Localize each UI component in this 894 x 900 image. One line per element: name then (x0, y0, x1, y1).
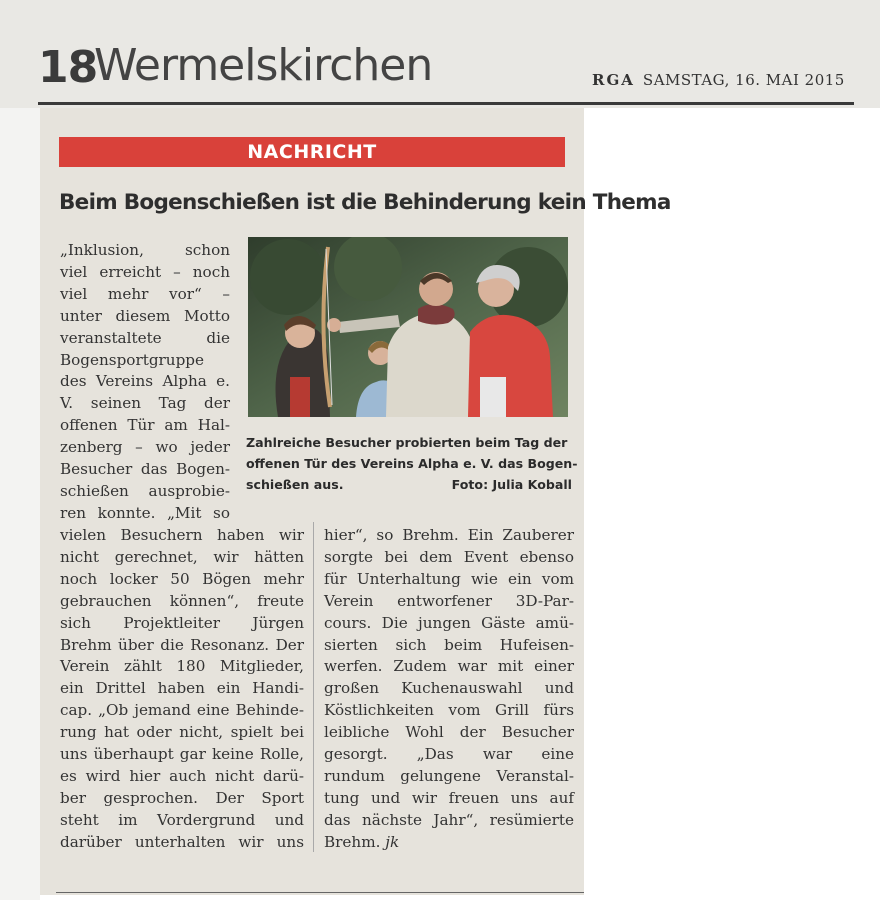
text-line: cours. Die jungen Gäste amü- (324, 613, 574, 632)
text-line: rung hat oder nicht, spielt bei (60, 723, 304, 742)
text-line: Verein entworfener 3D-Par- (324, 591, 574, 610)
text-line: sorgte bei dem Event ebenso (324, 547, 574, 566)
article-column-1-bottom (60, 525, 304, 854)
text-line: für Unterhaltung wie ein vom (324, 569, 574, 588)
text-line: gebrauchen können“, freute (60, 591, 304, 610)
article-headline: Beim Bogenschießen ist die Behinderung kein Thema (59, 190, 671, 215)
text-line: großen Kuchenauswahl und (324, 679, 574, 698)
text-line: vielen Besuchern haben wir (60, 526, 304, 544)
text-line: V. seinen Tag der (60, 394, 230, 413)
text-line: zenberg – wo jeder (60, 438, 230, 457)
text-line: noch locker 50 Bögen mehr (60, 569, 304, 588)
header-rule (38, 102, 854, 105)
kicker-bar (59, 137, 565, 167)
column-divider (313, 522, 314, 852)
kicker-label: NACHRICHT (247, 141, 377, 163)
article-column-1-top (60, 240, 230, 525)
article-bottom-rule (56, 892, 584, 893)
photo-caption (246, 432, 578, 495)
text-line (324, 832, 574, 854)
text-line: hier“, so Brehm. Ein Zauberer (324, 526, 574, 544)
text-line: Brehm über die Resonanz. Der (60, 635, 304, 654)
publication-name: RGA (592, 71, 635, 89)
text-line: rundum gelungene Veranstal- (324, 766, 574, 785)
issue-line (592, 71, 845, 89)
caption-line: Zahlreiche Besucher probierten beim Tag der (246, 435, 568, 450)
text-line: es wird hier auch nicht darü- (60, 766, 304, 785)
text-line: ren konnte. „Mit so (60, 503, 230, 522)
section-title: Wermelskirchen (94, 40, 433, 91)
issue-date: SAMSTAG, 16. MAI 2015 (642, 71, 845, 89)
caption-line-text: schießen aus. (246, 477, 344, 492)
text-line: viel erreicht – noch (60, 262, 230, 281)
text-line: ein Drittel haben ein Handi- (60, 679, 304, 698)
text-line: uns überhaupt gar keine Rolle, (60, 745, 304, 764)
text-line: das nächste Jahr“, resümierte (324, 810, 574, 829)
page-margin (0, 108, 40, 900)
caption-line (246, 474, 572, 495)
text-line: offenen Tür am Hal- (60, 416, 230, 435)
text-line: werfen. Zudem war mit einer (324, 657, 574, 676)
text-line: gesorgt. „Das war eine (324, 745, 574, 764)
author-initials: jk (385, 832, 400, 851)
text-line: veranstaltete die (60, 328, 230, 347)
text-line: leibliche Wohl der Besucher (324, 723, 574, 742)
text-line: steht im Vordergrund und (60, 810, 304, 829)
caption-line: offenen Tür des Vereins Alpha e. V. das Bogen- (246, 456, 578, 471)
photo-credit: Foto: Julia Koball (451, 477, 572, 492)
text-line: cap. „Ob jemand eine Behinde- (60, 701, 304, 720)
archery-photo-image (248, 237, 568, 417)
text-line: des Vereins Alpha e. (60, 372, 230, 391)
text-line: sich Projektleiter Jürgen (60, 613, 304, 632)
text-line: „Inklusion, schon (60, 241, 230, 259)
text-line: tung und wir freuen uns auf (324, 788, 574, 807)
page-number: 18 (38, 42, 98, 93)
bleed-through-text (592, 109, 832, 115)
text-line: schießen ausprobie- (60, 481, 230, 500)
text-line: Verein zählt 180 Mitglieder, (60, 657, 304, 676)
text-line: sierten sich beim Hufeisen- (324, 635, 574, 654)
text-line: nicht gerechnet, wir hätten (60, 547, 304, 566)
text-line: unter diesem Motto (60, 306, 230, 325)
text-line: Besucher das Bogen- (60, 460, 230, 479)
text-line: Köstlichkeiten vom Grill fürs (324, 701, 574, 720)
text-line: ber gesprochen. Der Sport (60, 788, 304, 807)
article-column-2 (324, 525, 574, 854)
text-line: Bogensportgruppe (60, 350, 205, 369)
closing-text: Brehm. (324, 832, 381, 851)
text-line: darüber unterhalten wir uns (60, 832, 304, 851)
text-line: viel mehr vor“ – (60, 284, 230, 303)
article-photo (248, 237, 568, 417)
